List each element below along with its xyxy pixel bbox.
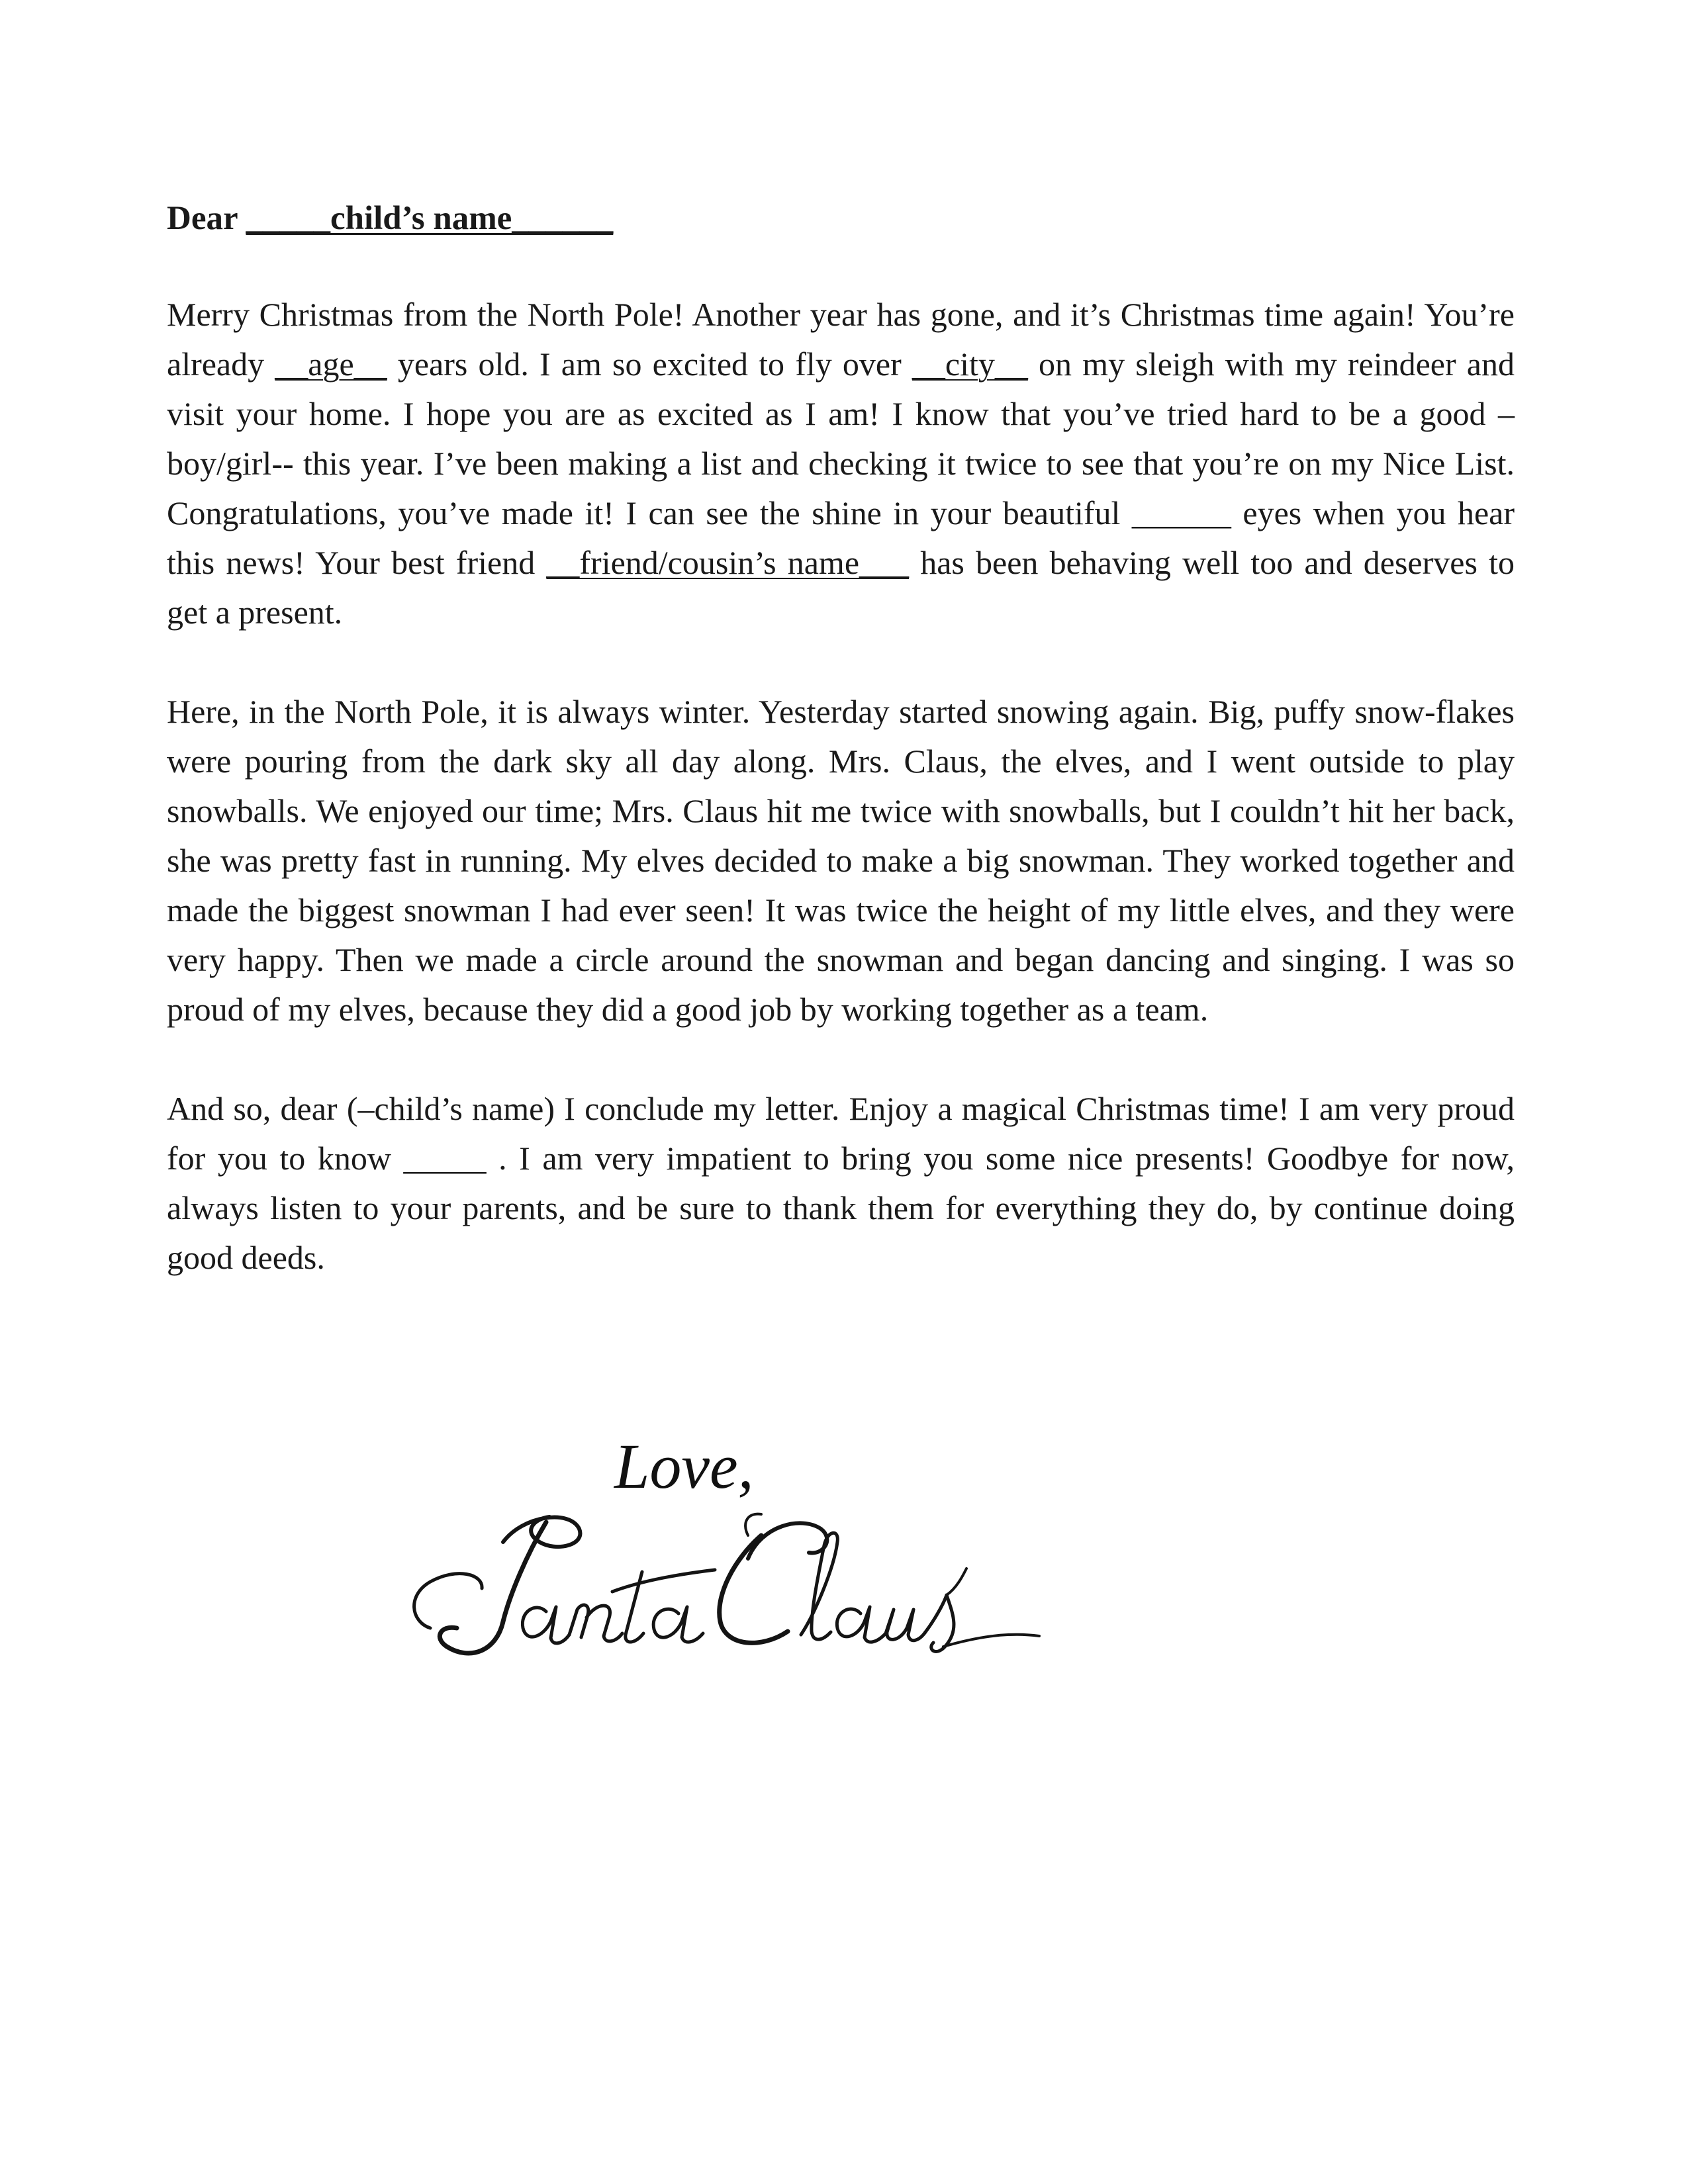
letter-body	[167, 192, 1515, 1283]
eye-color-blank: ______	[1131, 494, 1231, 531]
closing-love: Love,	[614, 1431, 754, 1502]
conclusion-blank: _____	[403, 1140, 487, 1177]
paragraph-intro	[167, 290, 1515, 637]
paragraph-conclusion	[167, 1084, 1515, 1283]
paragraph-intro-text-1: Merry Christmas from the North Pole! Another year has gone, and it’s Christmas time again! You’re already	[167, 296, 1515, 383]
paragraph-conclusion-text-2: . I am very impatient to bring you some nice presents! Goodbye for now, always listen to your parents, and be sure to thank them for everything they do, by continue doing good deeds.	[167, 1140, 1515, 1276]
paragraph-intro-text-4: eyes when you hear this news! Your best friend	[167, 494, 1515, 581]
age-blank: __age__	[275, 345, 387, 383]
city-blank: __city__	[912, 345, 1028, 383]
paragraph-intro-text-5: has been behaving well too and deserves to get a present.	[167, 544, 1515, 631]
santa-claus-signature	[404, 1496, 1053, 1674]
paragraph-conclusion-text-1: And so, dear (–child’s name) I conclude my letter. Enjoy a magical Christmas time! I am very proud for you to know	[167, 1090, 1515, 1177]
child-name-blank: _____child’s name______	[246, 200, 614, 237]
greeting-prefix: Dear	[167, 200, 246, 237]
paragraph-intro-text-3: on my sleigh with my reindeer and visit your home. I hope you are as excited as I am! I know that you’ve tried hard to be a good –boy/girl-- this year. I’ve been making a list and checking it twice to see that you’re on my Nice List. Congratulations, you’ve made it! I can see the shine in your beautiful	[167, 345, 1515, 531]
paragraph-intro-text-2: years old. I am so excited to fly over	[387, 345, 912, 383]
friend-name-blank: __friend/cousin’s name___	[546, 544, 910, 581]
paragraph-north-pole: Here, in the North Pole, it is always winter. Yesterday started snowing again. Big, puffy snow-flakes were pouring from the dark sky all day along. Mrs. Claus, the elves, and I went outside to play snowballs. We enjoyed our time; Mrs. Claus hit me twice with snowballs, but I couldn’t hit her back, she was pretty fast in running. My elves decided to make a big snowman. They worked together and made the biggest snowman I had ever seen! It was twice the height of my little elves, and they were very happy. Then we made a circle around the snowman and began dancing and singing. I was so proud of my elves, because they did a good job by working together as a team.	[167, 693, 1515, 1028]
greeting-line	[167, 192, 1515, 245]
